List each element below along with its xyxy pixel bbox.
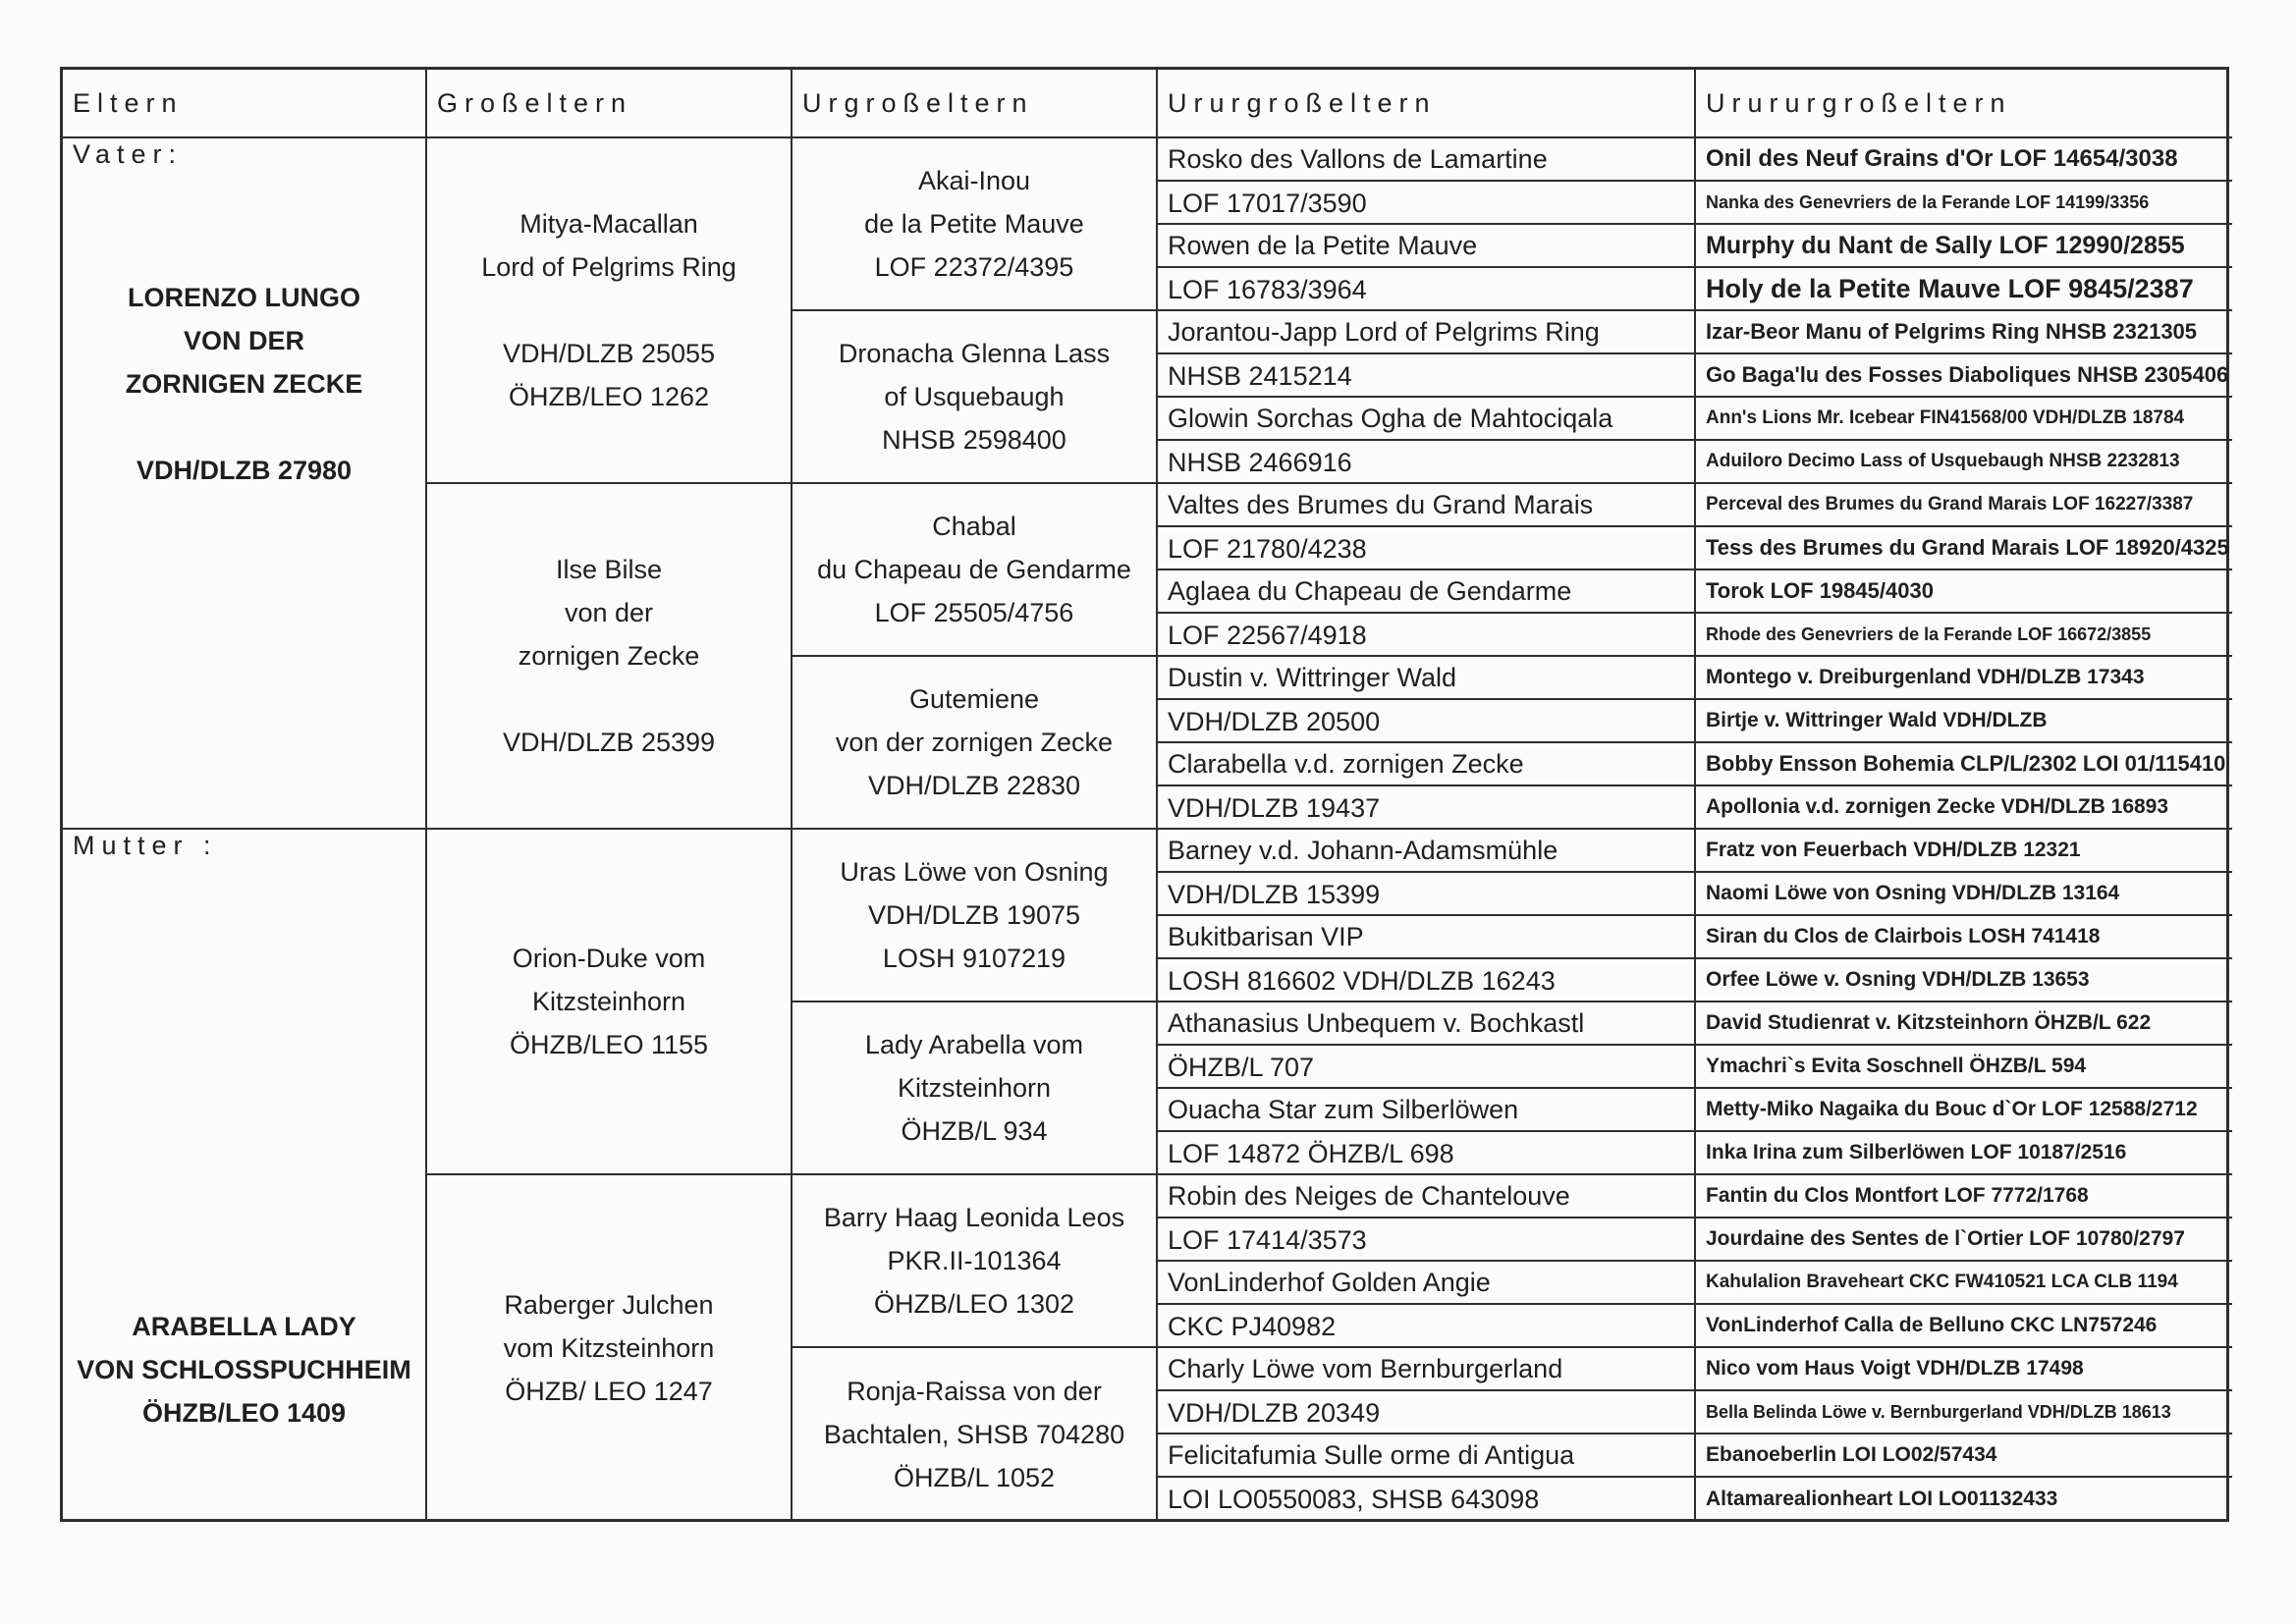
ggg-grandparent-entry: Go Baga'lu des Fosses Diaboliques NHSB 2305406 <box>1706 362 2229 387</box>
ggg-grandparent-cell <box>1696 1132 2232 1175</box>
dam-cell <box>63 830 427 1521</box>
gg-grandparent-registration: NHSB 2415214 <box>1168 361 1352 391</box>
ggg-grandparent-entry: Holy de la Petite Mauve LOF 9845/2387 <box>1706 273 2194 303</box>
grandparent-line: Ilse Bilse <box>555 555 663 584</box>
ggg-grandparent-cell <box>1696 182 2232 225</box>
great-grandparent-line: ÖHZB/L 1052 <box>893 1463 1056 1492</box>
grandparent-line: ÖHZB/LEO 1262 <box>508 382 710 411</box>
ggg-grandparent-entry: Ebanoeberlin LOI LO02/57434 <box>1706 1443 1997 1466</box>
ggg-grandparent-entry: Rhode des Genevriers de la Ferande LOF 16672/3855 <box>1706 623 2152 644</box>
great-grandparent-line: PKR.II-101364 <box>887 1246 1062 1275</box>
ggg-grandparent-entry: Bella Belinda Löwe v. Bernburgerland VDH/DLZB 18613 <box>1706 1401 2171 1422</box>
ggg-grandparent-cell <box>1696 657 2232 700</box>
ggg-grandparent-entry: Ymachri`s Evita Soschnell ÖHZB/L 594 <box>1706 1055 2087 1077</box>
gg-grandparent-cell <box>1158 1262 1696 1348</box>
great-grandparent-line: du Chapeau de Gendarme <box>817 555 1131 584</box>
great-grandparent-line: NHSB 2598400 <box>882 425 1066 455</box>
gg-grandparent-cell <box>1158 1002 1696 1089</box>
great-grandparent-line: VDH/DLZB 19075 <box>867 900 1081 930</box>
parent-name-line: VON DER <box>183 326 305 355</box>
column-header: Ururgroßeltern <box>1158 70 1696 138</box>
ggg-grandparent-cell <box>1696 1089 2232 1132</box>
great-grandparent-line: Lady Arabella vom <box>864 1030 1084 1059</box>
ggg-grandparent-entry: Montego v. Dreiburgenland VDH/DLZB 17343 <box>1706 666 2145 688</box>
ggg-grandparent-entry: Altamarealionheart LOI LO01132433 <box>1706 1488 2058 1510</box>
great-grandparent-line: Barry Haag Leonida Leos <box>823 1203 1125 1232</box>
ggg-grandparent-cell <box>1696 786 2232 830</box>
great-grandparent-line: Bachtalen, SHSB 704280 <box>823 1420 1125 1449</box>
ggg-grandparent-cell <box>1696 700 2232 743</box>
ggg-grandparent-cell <box>1696 743 2232 786</box>
column-header: Urgroßeltern <box>793 70 1158 138</box>
great-grandparent-line: von der zornigen Zecke <box>835 728 1114 757</box>
gg-grandparent-name: Athanasius Unbequem v. Bochkastl <box>1158 1002 1694 1046</box>
great-grandparent-line: Dronacha Glenna Lass <box>838 339 1111 368</box>
gg-grandparent-name: Aglaea du Chapeau de Gendarme <box>1158 570 1694 614</box>
grandparent-line: vom Kitzsteinhorn <box>503 1333 715 1363</box>
ggg-grandparent-cell <box>1696 570 2232 614</box>
ggg-grandparent-entry: Ann's Lions Mr. Icebear FIN41568/00 VDH/DLZB 18784 <box>1706 407 2185 428</box>
gg-grandparent-cell <box>1158 570 1696 657</box>
great-grandparent-cell <box>793 1175 1158 1348</box>
great-grandparent-cell <box>793 1002 1158 1175</box>
gg-grandparent-registration: LOF 16783/3964 <box>1168 275 1367 304</box>
great-grandparent-line: ÖHZB/LEO 1302 <box>873 1289 1075 1319</box>
grandparent-line: Lord of Pelgrims Ring <box>481 252 737 282</box>
pedigree-table <box>60 67 2229 1522</box>
ggg-grandparent-cell <box>1696 484 2232 527</box>
ggg-grandparent-cell <box>1696 138 2232 182</box>
ggg-grandparent-entry: Metty-Miko Nagaika du Bouc d`Or LOF 12588/2712 <box>1706 1098 2198 1120</box>
ggg-grandparent-cell <box>1696 311 2232 354</box>
ggg-grandparent-cell <box>1696 441 2232 484</box>
gg-grandparent-registration: VDH/DLZB 15399 <box>1168 880 1381 909</box>
great-grandparent-line: LOF 25505/4756 <box>874 598 1074 627</box>
grandparent-cell <box>427 484 793 830</box>
ggg-grandparent-entry: Inka Irina zum Silberlöwen LOF 10187/2516 <box>1706 1141 2127 1164</box>
ggg-grandparent-entry: Jourdaine des Sentes de l`Ortier LOF 10780/2797 <box>1706 1227 2185 1250</box>
gg-grandparent-cell <box>1158 484 1696 570</box>
ggg-grandparent-cell <box>1696 1391 2232 1435</box>
ggg-grandparent-cell <box>1696 1348 2232 1391</box>
column-header: Großeltern <box>427 70 793 138</box>
gg-grandparent-registration: ÖHZB/L 707 <box>1168 1053 1315 1082</box>
gg-grandparent-cell <box>1158 311 1696 398</box>
parent-name-line: VON SCHLOSSPUCHHEIM <box>77 1355 411 1384</box>
grandparent-cell <box>427 1175 793 1521</box>
great-grandparent-cell <box>793 484 1158 657</box>
great-grandparent-line: Kitzsteinhorn <box>897 1073 1052 1103</box>
ggg-grandparent-entry: Naomi Löwe von Osning VDH/DLZB 13164 <box>1706 882 2120 904</box>
great-grandparent-line: Uras Löwe von Osning <box>840 857 1109 887</box>
gg-grandparent-name: Robin des Neiges de Chantelouve <box>1158 1175 1694 1218</box>
gg-grandparent-registration: NHSB 2466916 <box>1168 448 1352 477</box>
great-grandparent-line: LOSH 9107219 <box>882 944 1066 973</box>
gg-grandparent-cell <box>1158 398 1696 484</box>
parent-name-line: ARABELLA LADY <box>132 1312 356 1341</box>
great-grandparent-line: VDH/DLZB 22830 <box>867 771 1081 800</box>
great-grandparent-cell <box>793 830 1158 1002</box>
ggg-grandparent-cell <box>1696 225 2232 268</box>
ggg-grandparent-cell <box>1696 268 2232 311</box>
gg-grandparent-cell <box>1158 138 1696 225</box>
grandparent-line: von der <box>564 598 654 627</box>
ggg-grandparent-cell <box>1696 1435 2232 1478</box>
parent-name-line: LORENZO LUNGO <box>128 283 360 312</box>
ggg-grandparent-entry: Siran du Clos de Clairbois LOSH 741418 <box>1706 925 2101 947</box>
gg-grandparent-cell <box>1158 830 1696 916</box>
grandparent-line: Raberger Julchen <box>504 1290 714 1320</box>
great-grandparent-line: Gutemiene <box>908 684 1040 714</box>
gg-grandparent-name: Glowin Sorchas Ogha de Mahtociqala <box>1158 398 1694 441</box>
gg-grandparent-cell <box>1158 1348 1696 1435</box>
grandparent-cell <box>427 830 793 1175</box>
ggg-grandparent-entry: Onil des Neuf Grains d'Or LOF 14654/3038 <box>1706 145 2178 172</box>
gg-grandparent-cell <box>1158 225 1696 311</box>
gg-grandparent-name: Valtes des Brumes du Grand Marais <box>1158 484 1694 527</box>
parent-label: Vater: <box>73 139 184 169</box>
grandparent-line: ÖHZB/ LEO 1247 <box>505 1377 713 1406</box>
grandparent-line: ÖHZB/LEO 1155 <box>509 1030 709 1059</box>
gg-grandparent-registration: LOI LO0550083, SHSB 643098 <box>1168 1485 1540 1514</box>
gg-grandparent-registration: VDH/DLZB 20349 <box>1168 1398 1381 1428</box>
parent-name-line: ÖHZB/LEO 1409 <box>141 1398 347 1428</box>
great-grandparent-cell <box>793 657 1158 830</box>
ggg-grandparent-entry: Fantin du Clos Montfort LOF 7772/1768 <box>1706 1184 2089 1207</box>
gg-grandparent-name: Rowen de la Petite Mauve <box>1158 225 1694 268</box>
ggg-grandparent-entry: Bobby Ensson Bohemia CLP/L/2302 LOI 01/115410 <box>1706 751 2226 776</box>
gg-grandparent-cell <box>1158 916 1696 1002</box>
ggg-grandparent-cell <box>1696 1175 2232 1218</box>
gg-grandparent-name: Rosko des Vallons de Lamartine <box>1158 138 1694 182</box>
grandparent-line: VDH/DLZB 25399 <box>502 728 716 757</box>
gg-grandparent-name: VonLinderhof Golden Angie <box>1158 1262 1694 1305</box>
ggg-grandparent-entry: VonLinderhof Calla de Belluno CKC LN757246 <box>1706 1314 2158 1336</box>
gg-grandparent-name: Clarabella v.d. zornigen Zecke <box>1158 743 1694 786</box>
gg-grandparent-name: Dustin v. Wittringer Wald <box>1158 657 1694 700</box>
ggg-grandparent-entry: Izar-Beor Manu of Pelgrims Ring NHSB 2321305 <box>1706 319 2198 344</box>
ggg-grandparent-cell <box>1696 354 2232 398</box>
gg-grandparent-registration: LOF 17414/3573 <box>1168 1225 1367 1255</box>
ggg-grandparent-cell <box>1696 614 2232 657</box>
ggg-grandparent-entry: Tess des Brumes du Grand Marais LOF 18920/4325 <box>1706 535 2229 560</box>
gg-grandparent-cell <box>1158 1089 1696 1175</box>
ggg-grandparent-entry: Apollonia v.d. zornigen Zecke VDH/DLZB 16893 <box>1706 795 2169 818</box>
great-grandparent-line: of Usquebaugh <box>884 382 1065 411</box>
ggg-grandparent-entry: Kahulalion Braveheart CKC FW410521 LCA CLB 1194 <box>1706 1272 2178 1292</box>
parent-name-line: VDH/DLZB 27980 <box>136 456 353 485</box>
gg-grandparent-name: Felicitafumia Sulle orme di Antigua <box>1158 1435 1694 1478</box>
great-grandparent-line: de la Petite Mauve <box>864 209 1084 239</box>
great-grandparent-line: Akai-Inou <box>917 166 1031 195</box>
gg-grandparent-cell <box>1158 743 1696 830</box>
ggg-grandparent-entry: Fratz von Feuerbach VDH/DLZB 12321 <box>1706 839 2081 861</box>
great-grandparent-cell <box>793 311 1158 484</box>
gg-grandparent-cell <box>1158 1435 1696 1521</box>
grandparent-cell <box>427 138 793 484</box>
gg-grandparent-registration: LOSH 816602 VDH/DLZB 16243 <box>1168 966 1556 996</box>
ggg-grandparent-cell <box>1696 1262 2232 1305</box>
grandparent-line: zornigen Zecke <box>518 641 700 671</box>
ggg-grandparent-cell <box>1696 1478 2232 1521</box>
grandparent-line: Kitzsteinhorn <box>531 987 686 1016</box>
gg-grandparent-registration: VDH/DLZB 19437 <box>1168 793 1381 823</box>
great-grandparent-line: ÖHZB/L 934 <box>901 1116 1048 1146</box>
gg-grandparent-name: Charly Löwe vom Bernburgerland <box>1158 1348 1694 1391</box>
ggg-grandparent-entry: Torok LOF 19845/4030 <box>1706 578 1934 603</box>
great-grandparent-cell <box>793 1348 1158 1521</box>
ggg-grandparent-cell <box>1696 916 2232 959</box>
gg-grandparent-name: Bukitbarisan VIP <box>1158 916 1694 959</box>
grandparent-line: VDH/DLZB 25055 <box>502 339 716 368</box>
gg-grandparent-registration: LOF 17017/3590 <box>1168 189 1367 218</box>
gg-grandparent-registration: VDH/DLZB 20500 <box>1168 707 1381 736</box>
ggg-grandparent-entry: Aduiloro Decimo Lass of Usquebaugh NHSB 2232813 <box>1706 451 2180 471</box>
ggg-grandparent-cell <box>1696 830 2232 873</box>
ggg-grandparent-cell <box>1696 1046 2232 1089</box>
ggg-grandparent-entry: David Studienrat v. Kitzsteinhorn ÖHZB/L 622 <box>1706 1011 2152 1034</box>
ggg-grandparent-cell <box>1696 959 2232 1002</box>
great-grandparent-line: Ronja-Raissa von der <box>847 1377 1102 1406</box>
ggg-grandparent-cell <box>1696 398 2232 441</box>
ggg-grandparent-entry: Perceval des Brumes du Grand Marais LOF 16227/3387 <box>1706 494 2194 514</box>
ggg-grandparent-entry: Birtje v. Wittringer Wald VDH/DLZB <box>1706 709 2048 731</box>
ggg-grandparent-cell <box>1696 873 2232 916</box>
sire-cell <box>63 138 427 830</box>
ggg-grandparent-entry: Orfee Löwe v. Osning VDH/DLZB 13653 <box>1706 968 2090 991</box>
gg-grandparent-registration: LOF 14872 ÖHZB/L 698 <box>1168 1139 1454 1168</box>
grandparent-line: Mitya-Macallan <box>519 209 698 239</box>
gg-grandparent-cell <box>1158 657 1696 743</box>
gg-grandparent-name: Jorantou-Japp Lord of Pelgrims Ring <box>1158 311 1694 354</box>
column-header: Eltern <box>63 70 427 138</box>
column-header: Urururgroßeltern <box>1696 70 2232 138</box>
ggg-grandparent-cell <box>1696 527 2232 570</box>
ggg-grandparent-cell <box>1696 1218 2232 1262</box>
parent-name-line: ZORNIGEN ZECKE <box>125 369 363 399</box>
parent-label: Mutter : <box>73 831 218 860</box>
ggg-grandparent-cell <box>1696 1002 2232 1046</box>
great-grandparent-cell <box>793 138 1158 311</box>
gg-grandparent-name: Barney v.d. Johann-Adamsmühle <box>1158 830 1694 873</box>
ggg-grandparent-entry: Nanka des Genevriers de la Ferande LOF 14199/3356 <box>1706 191 2150 212</box>
gg-grandparent-cell <box>1158 1175 1696 1262</box>
ggg-grandparent-entry: Nico vom Haus Voigt VDH/DLZB 17498 <box>1706 1357 2084 1380</box>
ggg-grandparent-entry: Murphy du Nant de Sally LOF 12990/2855 <box>1706 231 2185 259</box>
gg-grandparent-registration: LOF 22567/4918 <box>1168 621 1367 650</box>
great-grandparent-line: LOF 22372/4395 <box>874 252 1074 282</box>
gg-grandparent-name: Ouacha Star zum Silberlöwen <box>1158 1089 1694 1132</box>
ggg-grandparent-cell <box>1696 1305 2232 1348</box>
great-grandparent-line: Chabal <box>932 512 1016 541</box>
grandparent-line: Orion-Duke vom <box>512 944 706 973</box>
gg-grandparent-registration: CKC PJ40982 <box>1168 1312 1337 1341</box>
gg-grandparent-registration: LOF 21780/4238 <box>1168 534 1367 564</box>
